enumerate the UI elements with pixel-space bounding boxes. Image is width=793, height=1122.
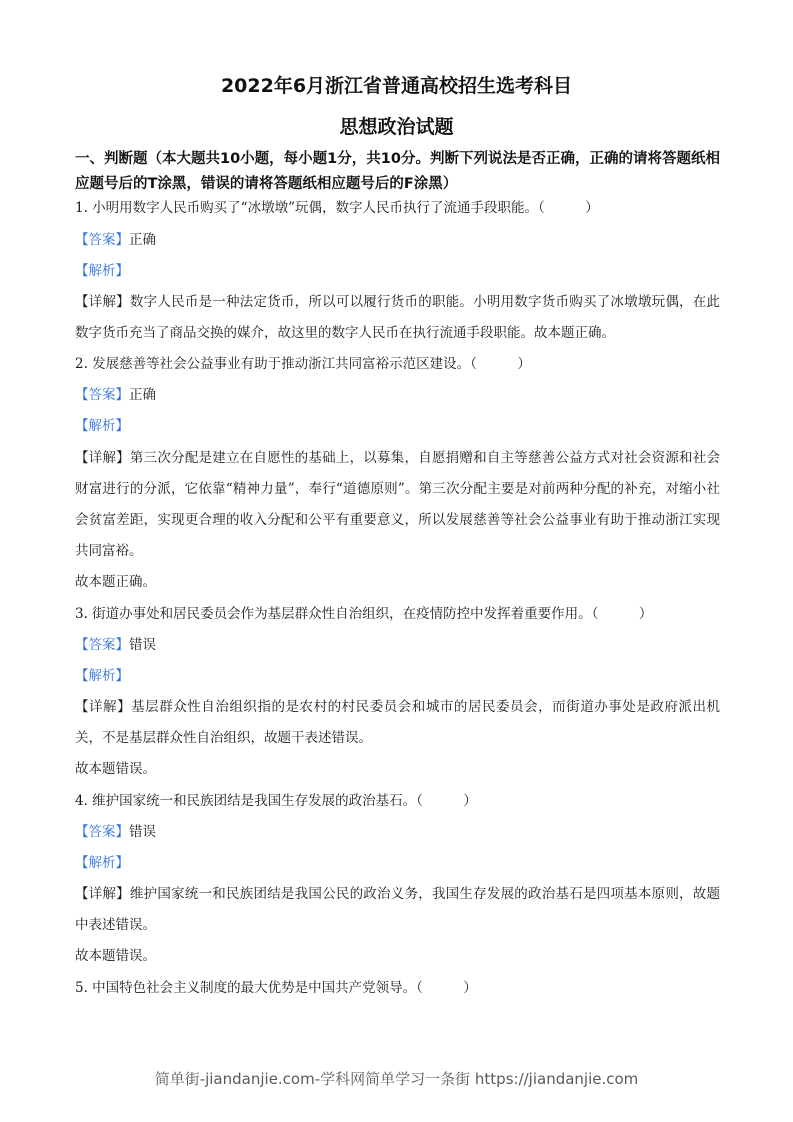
exam-title: 2022年6月浙江省普通高校招生选考科目 [220, 75, 573, 97]
answer-value: 正确 [129, 387, 156, 403]
detail-label: 【详解】 [75, 699, 132, 715]
analysis-label: 【解析】 [75, 418, 129, 434]
detail-1 [75, 287, 720, 349]
detail-text: 第三次分配是建立在自愿性的基础上，以募集，自愿捐赠和自主等慈善公益方式对社会资源和社会财富进行的分派，它依靠“精神力量”，奉行“道德原则”。第三次分配主要是对前两种分配的补充，对缩小社会贫富差距，实现更合理的收入分配和公平有重要意义，所以发展慈善等社会公益事业有助于推动浙江实现共同富裕。 [75, 450, 721, 559]
answer-label: 【答案】 [75, 387, 129, 403]
answer-value: 正确 [129, 232, 156, 248]
exam-subtitle: 思想政治试题 [339, 116, 454, 138]
analysis-4 [75, 848, 725, 879]
analysis-2 [75, 411, 725, 442]
detail-2 [75, 443, 720, 567]
detail-text: 数字人民币是一种法定货币，所以可以履行货币的职能。小明用数字货币购买了冰墩墩玩偶，在此数字货币充当了商品交换的媒介，故这里的数字人民币在执行流通手段职能。故本题正确。 [75, 294, 721, 341]
analysis-label: 【解析】 [75, 263, 129, 279]
detail-label: 【详解】 [75, 294, 130, 310]
answer-4 [75, 817, 725, 848]
analysis-label: 【解析】 [75, 855, 129, 871]
answer-3 [75, 630, 725, 661]
section-heading: 一、判断题（本大题共10小题，每小题1分，共10分。判断下列说法是否正确，正确的请将答题纸相应题号后的T涂黑，错误的请将答题纸相应题号后的F涂黑） [75, 151, 720, 192]
answer-1 [75, 225, 725, 256]
footer-watermark: 简单街-jiandanjie.com-学科网简单学习一条街 https://jiandanjie.com [154, 1070, 639, 1088]
answer-label: 【答案】 [75, 824, 129, 840]
conclusion-4: 故本题错误。 [75, 948, 156, 964]
conclusion-2: 故本题正确。 [75, 574, 156, 590]
detail-label: 【详解】 [75, 886, 130, 902]
detail-label: 【详解】 [75, 450, 130, 466]
detail-text: 基层群众性自治组织指的是农村的村民委员会和城市的居民委员会，而街道办事处是政府派出机关，不是基层群众性自治组织，故题干表述错误。 [75, 699, 721, 746]
question-2: 2. 发展慈善等社会公益事业有助于推动浙江共同富裕示范区建设。（ ） [75, 356, 531, 372]
answer-label: 【答案】 [75, 232, 129, 248]
analysis-1 [75, 256, 725, 287]
analysis-label: 【解析】 [75, 668, 129, 684]
conclusion-3: 故本题错误。 [75, 761, 156, 777]
answer-2 [75, 380, 725, 411]
detail-3 [75, 692, 720, 754]
detail-text: 维护国家统一和民族团结是我国公民的政治义务，我国生存发展的政治基石是四项基本原则，故题中表述错误。 [75, 886, 721, 933]
answer-value: 错误 [129, 824, 156, 840]
analysis-3 [75, 661, 725, 692]
question-1: 1. 小明用数字人民币购买了“冰墩墩”玩偶，数字人民币执行了流通手段职能。（ ） [75, 200, 599, 216]
answer-value: 错误 [129, 637, 156, 653]
answer-label: 【答案】 [75, 637, 129, 653]
question-4: 4. 维护国家统一和民族团结是我国生存发展的政治基石。（ ） [75, 793, 477, 809]
detail-4 [75, 879, 720, 941]
question-3: 3. 街道办事处和居民委员会作为基层群众性自治组织，在疫情防控中发挥着重要作用。（ ） [75, 606, 653, 622]
question-5: 5. 中国特色社会主义制度的最大优势是中国共产党领导。（ ） [75, 980, 477, 996]
